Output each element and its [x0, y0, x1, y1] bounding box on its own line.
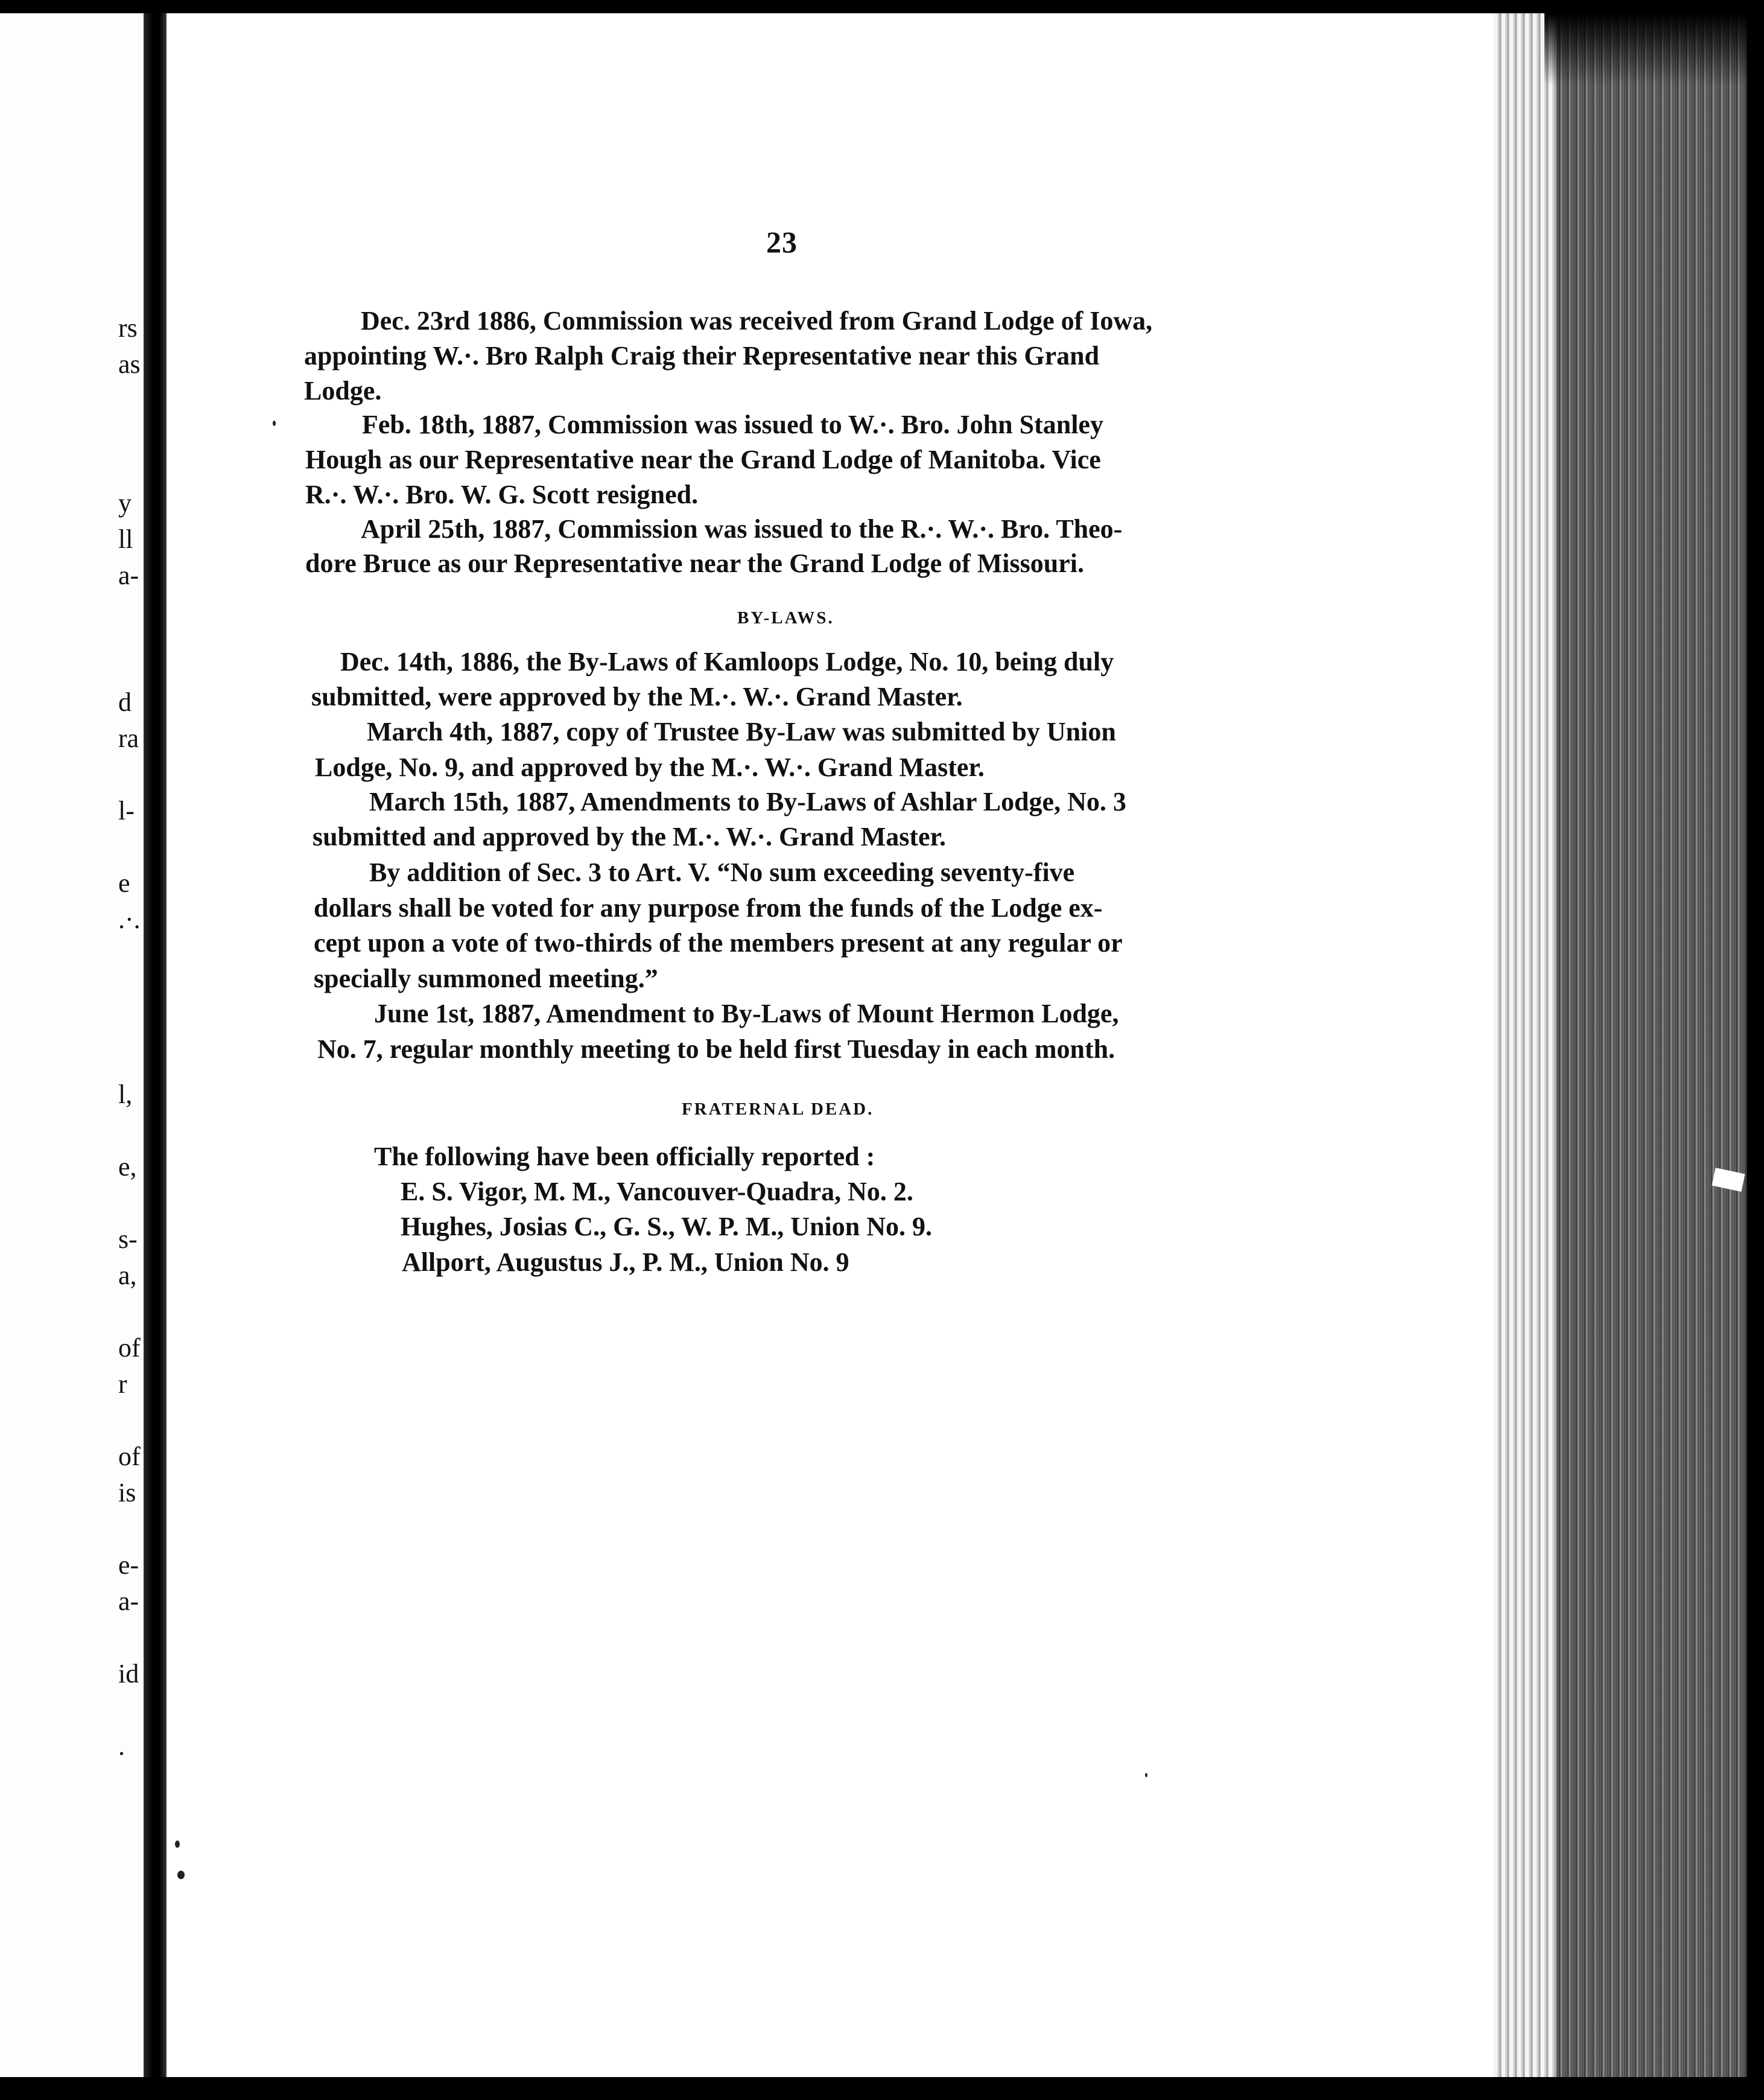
text-line: The following have been officially reported :: [374, 1142, 875, 1171]
list-item: Hughes, Josias C., G. S., W. P. M., Union No. 9.: [401, 1212, 933, 1241]
text-line: dore Bruce as our Representative near the Grand Lodge of Missouri.: [305, 549, 1084, 578]
text-line: cept upon a vote of two-thirds of the members present at any regular or: [314, 928, 1123, 958]
scan-border-right: [1747, 0, 1764, 2100]
text-line: R.·. W.·. Bro. W. G. Scott resigned.: [305, 480, 699, 509]
left-page-fragment: a-: [118, 561, 139, 590]
text-line: April 25th, 1887, Commission was issued to the R.·. W.·. Bro. Theo-: [361, 514, 1123, 544]
book-gutter: [144, 13, 167, 2077]
left-page-fragment: l,: [118, 1080, 133, 1109]
text-line: By addition of Sec. 3 to Art. V. “No sum exceeding seventy-five: [369, 858, 1075, 887]
left-page-fragment: e-: [118, 1550, 139, 1580]
scan-speck: [175, 1841, 180, 1848]
left-page-fragment: r: [118, 1369, 127, 1399]
text-line: specially summoned meeting.”: [314, 964, 658, 993]
scan-speck: [1145, 1773, 1147, 1777]
list-item: E. S. Vigor, M. M., Vancouver-Quadra, No. 2.: [401, 1177, 913, 1206]
text-line: Lodge.: [304, 376, 382, 406]
left-facing-page: [0, 13, 144, 2077]
left-page-fragment: is: [118, 1478, 136, 1507]
left-page-fragment: id: [118, 1659, 139, 1688]
section-heading-fraternal-dead: FRATERNAL DEAD.: [682, 1099, 874, 1119]
left-page-fragment: of: [118, 1442, 141, 1471]
left-page-fragment: e: [118, 868, 130, 898]
text-line: No. 7, regular monthly meeting to be held first Tuesday in each month.: [317, 1034, 1115, 1064]
left-page-fragment: a-: [118, 1586, 139, 1616]
text-line: March 15th, 1887, Amendments to By-Laws of Ashlar Lodge, No. 3: [369, 787, 1126, 816]
section-heading-bylaws: BY-LAWS.: [737, 608, 834, 628]
text-line: dollars shall be voted for any purpose from the funds of the Lodge ex-: [314, 893, 1103, 923]
text-line: submitted and approved by the M.·. W.·. Grand Master.: [313, 822, 947, 851]
scan-speck: [177, 1871, 185, 1879]
text-line: submitted, were approved by the M.·. W.·. Grand Master.: [311, 682, 963, 711]
left-page-fragment: ll: [118, 524, 133, 554]
text-line: March 4th, 1887, copy of Trustee By-Law was submitted by Union: [367, 717, 1116, 746]
left-page-fragment: s-: [118, 1224, 138, 1254]
text-line: Feb. 18th, 1887, Commission was issued to W.·. Bro. John Stanley: [362, 410, 1103, 439]
text-line: Hough as our Representative near the Grand Lodge of Manitoba. Vice: [305, 445, 1101, 474]
left-page-fragment: ra: [118, 724, 139, 753]
left-page-fragment: .·.: [118, 905, 141, 934]
scan-border-top: [0, 0, 1764, 13]
page-number: 23: [766, 225, 798, 259]
page-edge-stack-dark: [1556, 13, 1747, 2077]
text-line: Dec. 23rd 1886, Commission was received from Grand Lodge of Iowa,: [361, 306, 1153, 336]
text-line: June 1st, 1887, Amendment to By-Laws of Mount Hermon Lodge,: [374, 999, 1119, 1028]
text-line: Dec. 14th, 1886, the By-Laws of Kamloops Lodge, No. 10, being duly: [340, 647, 1114, 676]
left-page-fragment: y: [118, 488, 132, 518]
left-page-fragment: a,: [118, 1261, 137, 1290]
left-page-fragment: rs: [118, 313, 138, 343]
text-line: Lodge, No. 9, and approved by the M.·. W.·. Grand Master.: [315, 752, 985, 782]
scan-border-bottom: [0, 2077, 1764, 2100]
left-page-fragment: d: [118, 687, 132, 717]
text-line: appointing W.·. Bro Ralph Craig their Representative near this Grand: [304, 341, 1100, 371]
left-page-fragment: l-: [118, 796, 135, 826]
list-item: Allport, Augustus J., P. M., Union No. 9: [402, 1247, 849, 1277]
left-page-fragment: e,: [118, 1152, 137, 1182]
left-page-fragment: of: [118, 1333, 141, 1363]
scan-speck: [273, 421, 276, 426]
left-page-fragment: as: [118, 349, 141, 379]
page-edge-shadow: [1544, 13, 1747, 86]
left-page-fragment: .: [118, 1731, 125, 1761]
